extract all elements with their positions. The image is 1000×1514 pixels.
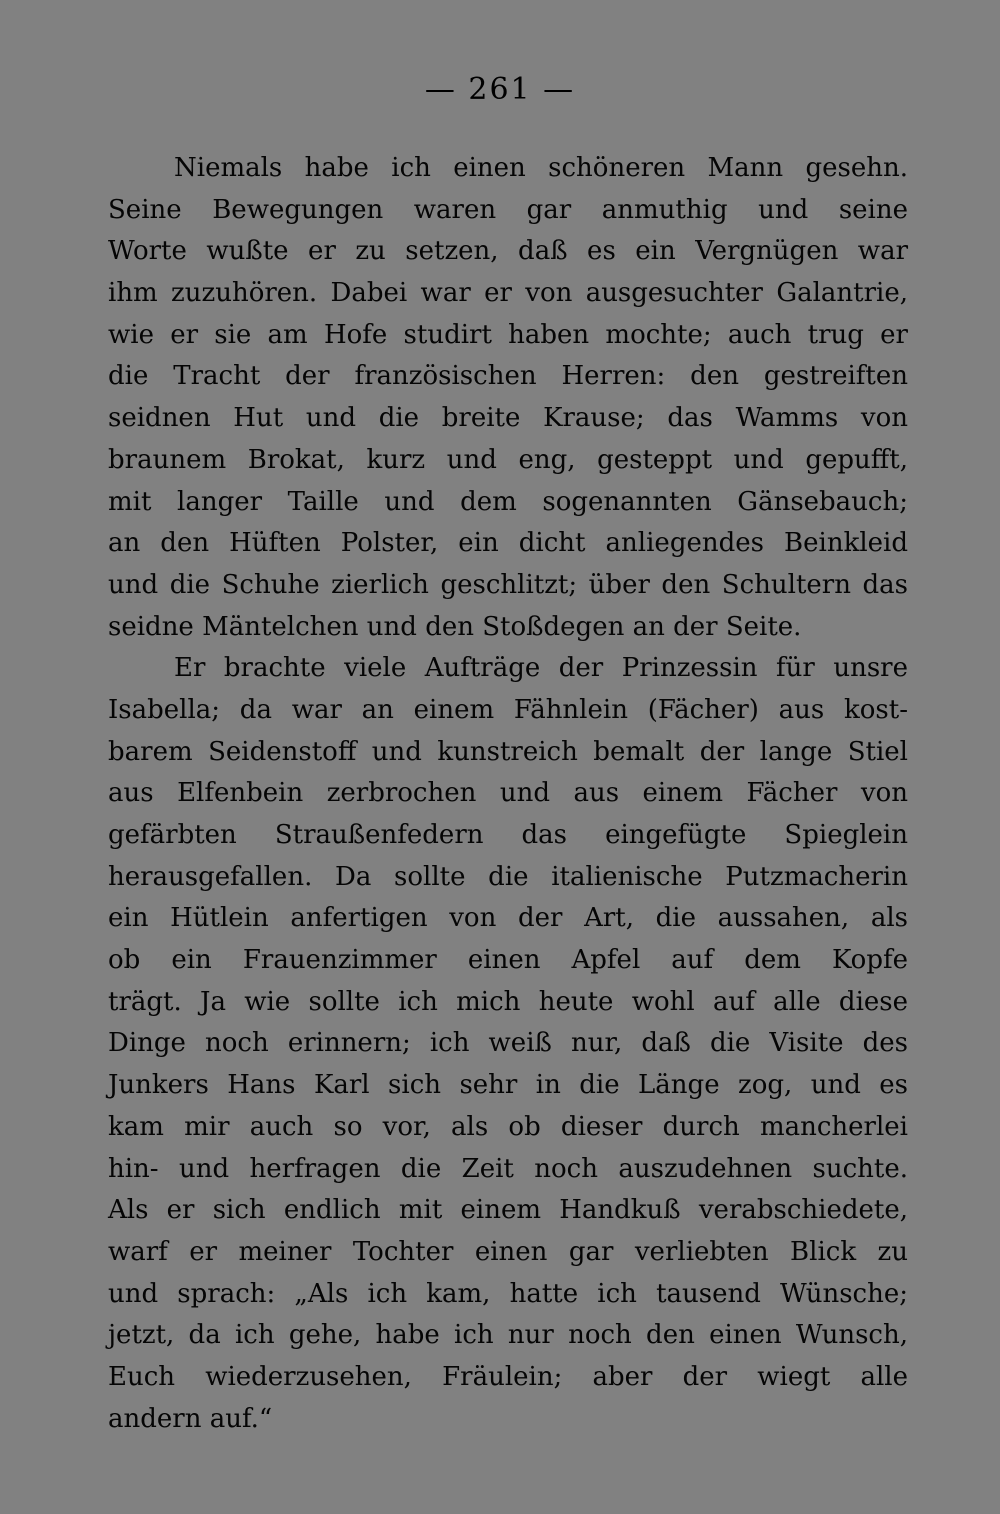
body-text	[108, 148, 908, 1440]
text-line: andern auf.“	[108, 1403, 273, 1434]
text-line: aus Elfenbein zerbrochen und aus einem Fächer von	[108, 778, 908, 809]
text-line: Junkers Hans Karl sich sehr in die Länge zog, und es	[108, 1070, 908, 1101]
text-line: barem Seidenstoff und kunstreich bemalt der lange Stiel	[108, 736, 908, 767]
text-line: mit langer Taille und dem sogenannten Gänsebauch;	[108, 486, 908, 517]
text-line: Niemals habe ich einen schöneren Mann gesehn.	[174, 153, 908, 183]
text-line: Als er sich endlich mit einem Handkuß verabschiedete,	[108, 1195, 908, 1226]
text-line: und sprach: „Als ich kam, hatte ich tausend Wünsche;	[108, 1278, 908, 1309]
text-line: und die Schuhe zierlich geschlitzt; über den Schultern das	[108, 569, 908, 600]
text-line: herausgefallen. Da sollte die italienische Putzmacherin	[108, 861, 908, 892]
text-line: wie er sie am Hofe studirt haben mochte; auch trug er	[108, 319, 908, 350]
text-line: kam mir auch so vor, als ob dieser durch mancherlei	[108, 1111, 908, 1142]
text-line: jetzt, da ich gehe, habe ich nur noch den einen Wunsch,	[108, 1320, 908, 1351]
text-line: an den Hüften Polster, ein dicht anliegendes Beinkleid	[108, 528, 908, 559]
text-line: braunem Brokat, kurz und eng, gesteppt und gepufft,	[108, 444, 908, 475]
text-line: Seine Bewegungen waren gar anmuthig und seine	[108, 194, 908, 225]
text-line: ihm zuzuhören. Dabei war er von ausgesuchter Galantrie,	[108, 278, 908, 309]
text-line: gefärbten Straußenfedern das eingefügte Spieglein	[108, 820, 908, 850]
text-line: Euch wiederzusehen, Fräulein; aber der wiegt alle	[108, 1361, 908, 1392]
text-line: Isabella; da war an einem Fähnlein (Fächer) aus kost-	[108, 694, 908, 725]
text-line: ob ein Frauenzimmer einen Apfel auf dem Kopfe	[108, 945, 908, 976]
text-line: seidnen Hut und die breite Krause; das Wamms von	[108, 403, 908, 434]
text-line: Worte wußte er zu setzen, daß es ein Vergnügen war	[108, 236, 908, 267]
text-line: warf er meiner Tochter einen gar verliebten Blick zu	[108, 1236, 908, 1267]
text-line: Er brachte viele Aufträge der Prinzessin für unsre	[174, 653, 908, 684]
text-line: hin- und herfragen die Zeit noch auszudehnen suchte.	[108, 1153, 908, 1184]
page-number: — 261 —	[424, 72, 576, 107]
text-line: ein Hütlein anfertigen von der Art, die aussahen, als	[108, 903, 908, 934]
text-line: trägt. Ja wie sollte ich mich heute wohl auf alle diese	[108, 986, 908, 1017]
text-line: seidne Mäntelchen und den Stoßdegen an der Seite.	[108, 611, 802, 642]
text-line: Dinge noch erinnern; ich weiß nur, daß die Visite des	[108, 1028, 908, 1059]
text-line: die Tracht der französischen Herren: den gestreiften	[108, 361, 908, 392]
